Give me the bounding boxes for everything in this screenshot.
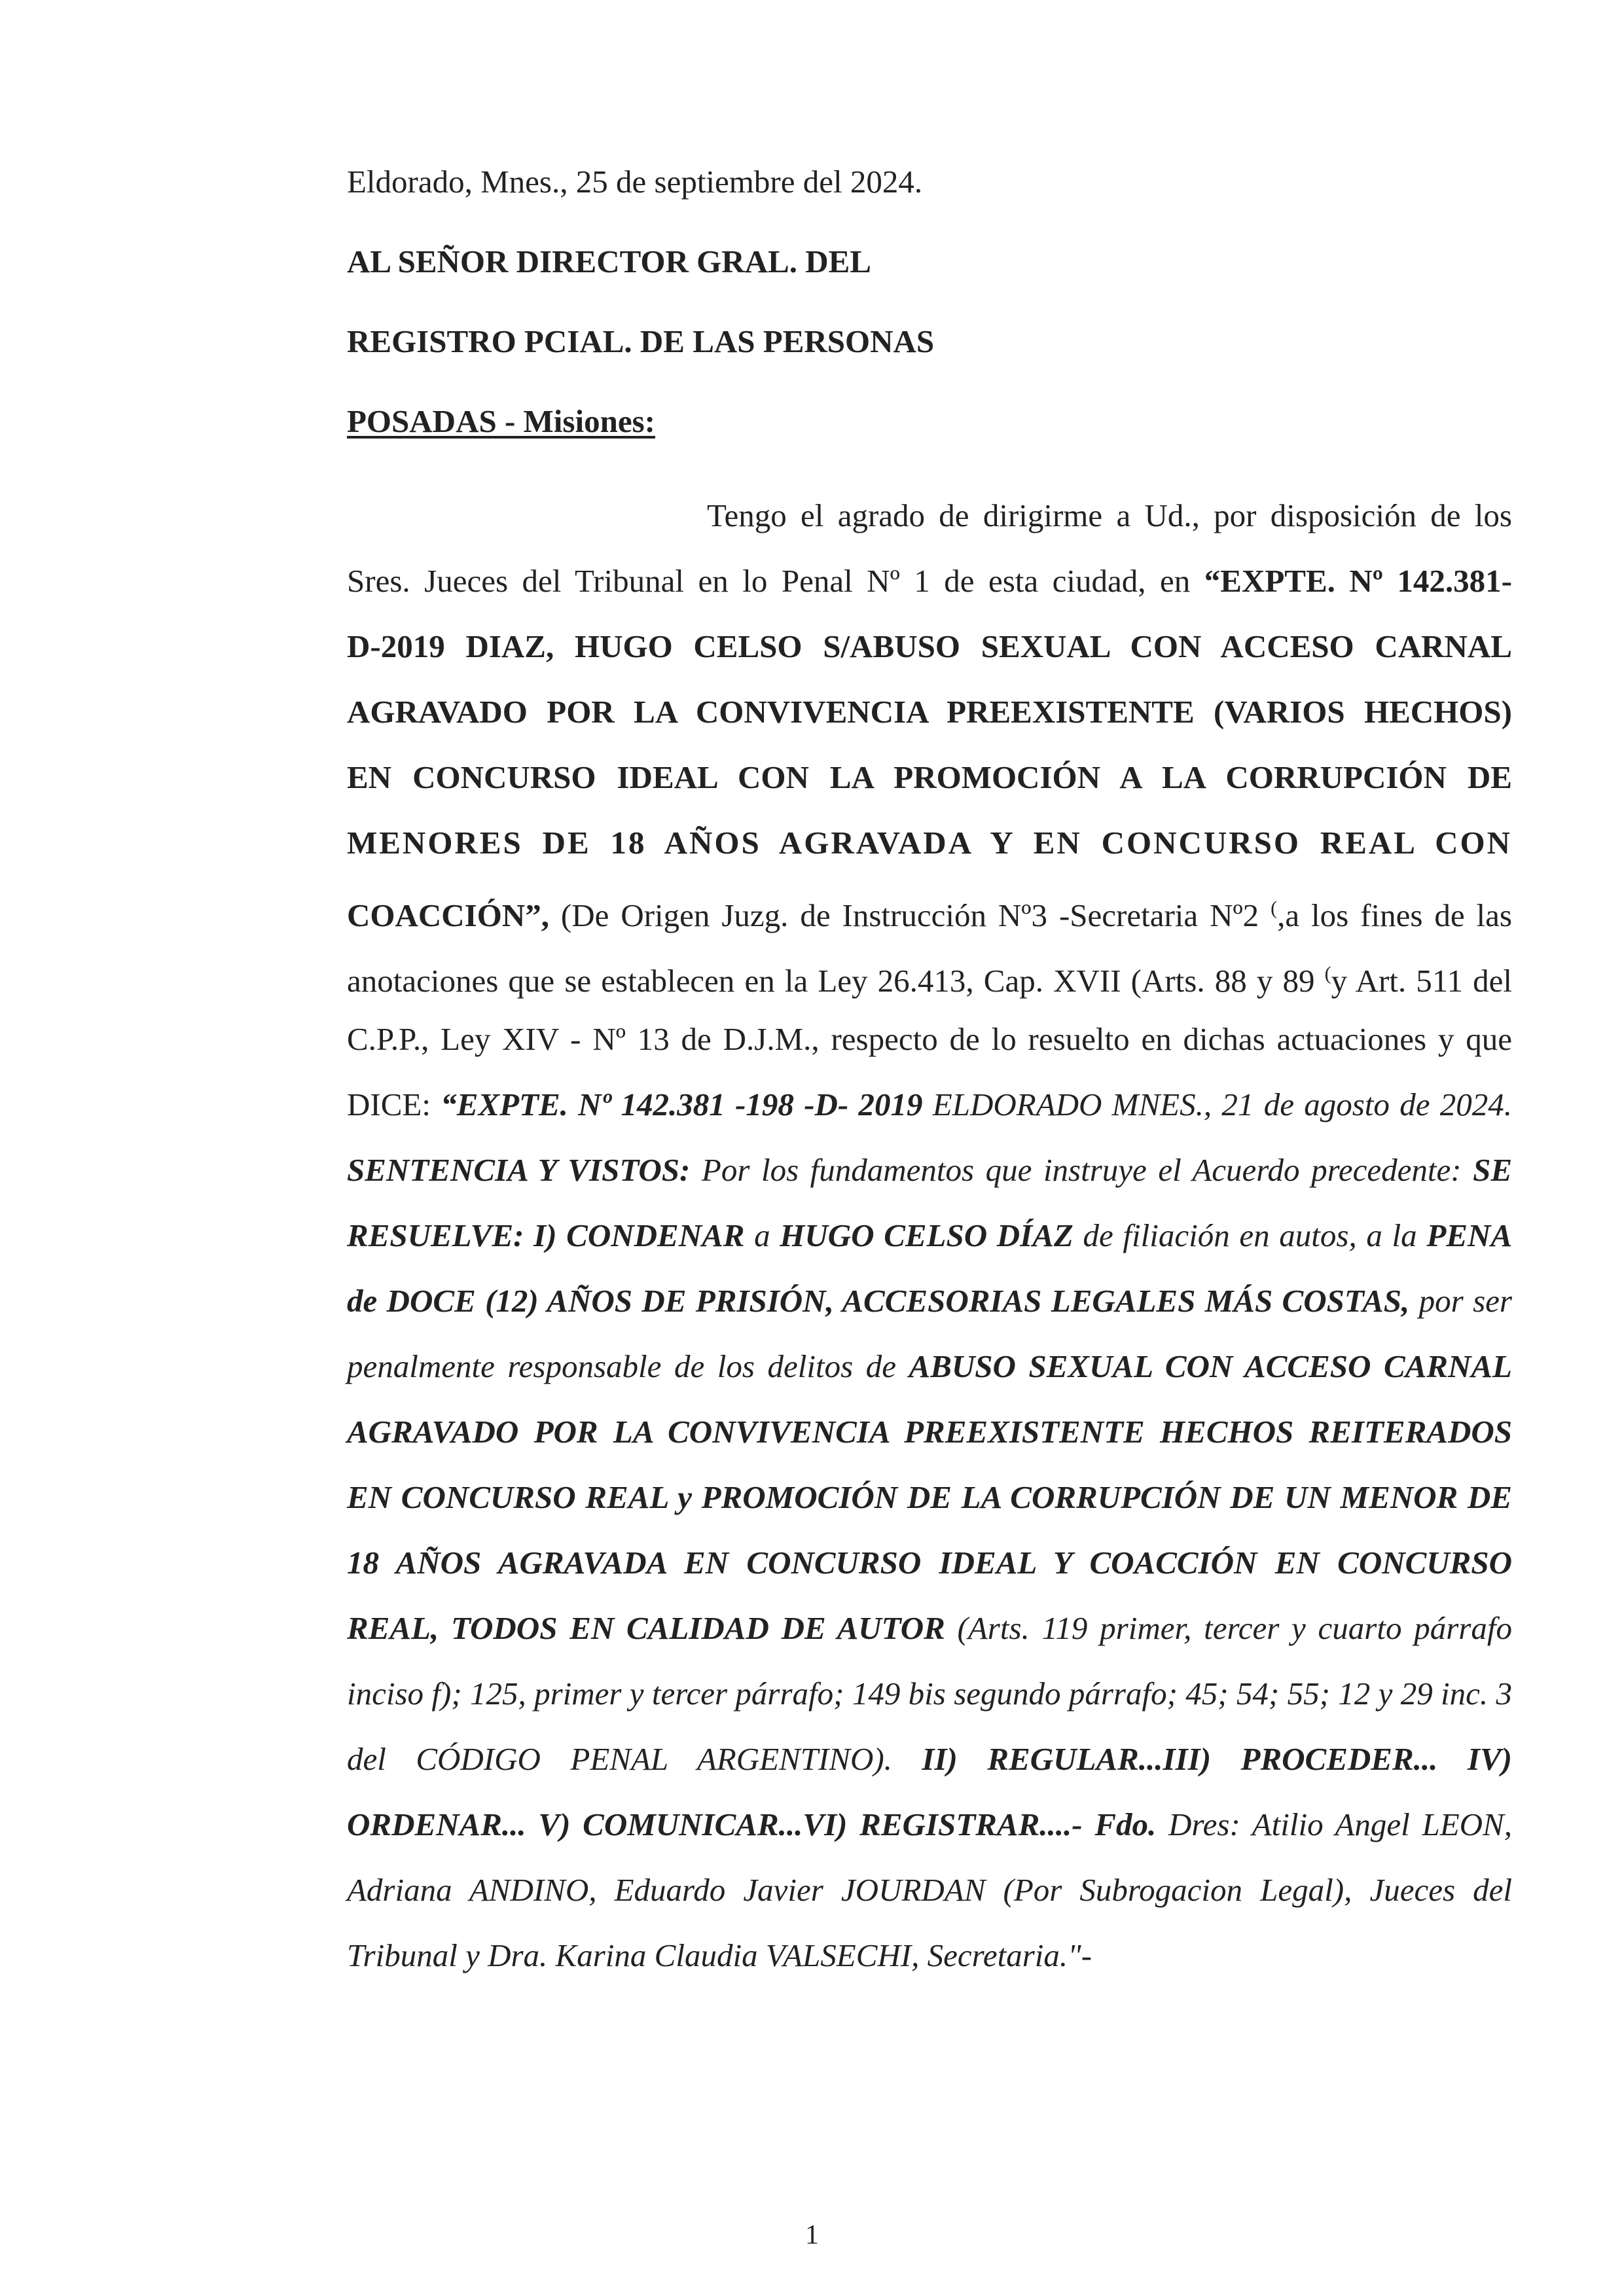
letter-body bbox=[347, 483, 1512, 1988]
body-mark: ( bbox=[1324, 963, 1331, 984]
body-text: (De Origen Juzg. de Instrucción Nº3 -Secretaria Nº2 bbox=[549, 897, 1271, 933]
body-text: Tengo el agrado de dirigirme a Ud., por disposición de los bbox=[707, 497, 1512, 533]
quoted-text: de filiación en autos, a la bbox=[1073, 1217, 1427, 1253]
place-date: Eldorado, Mnes., 25 de septiembre del 2024. bbox=[347, 164, 923, 200]
quoted-heading: RESUELVE: I) CONDENAR bbox=[347, 1217, 745, 1253]
body-line bbox=[347, 1923, 1512, 1988]
body-line bbox=[347, 1661, 1512, 1727]
body-line bbox=[347, 1138, 1512, 1203]
quoted-text: a bbox=[744, 1217, 780, 1253]
body-line bbox=[347, 1792, 1512, 1857]
body-text: DICE: bbox=[347, 1086, 441, 1122]
body-line bbox=[347, 1465, 1512, 1530]
quoted-text: Tribunal y Dra. Karina Claudia VALSECHI, Secretaria."- bbox=[347, 1937, 1092, 1973]
addressee-line-2: REGISTRO PCIAL. DE LAS PERSONAS bbox=[347, 323, 935, 359]
body-line bbox=[347, 1203, 1512, 1268]
body-line bbox=[347, 1857, 1512, 1923]
body-text: ,a los fines de las bbox=[1277, 897, 1512, 933]
quoted-text: penalmente responsable de los delitos de bbox=[347, 1348, 909, 1384]
body-line bbox=[347, 1334, 1512, 1399]
case-reference: “EXPTE. Nº 142.381- bbox=[1204, 563, 1512, 599]
quoted-heading: PROMOCIÓN DE LA CORRUPCIÓN DE UN MENOR DE bbox=[701, 1479, 1512, 1515]
quoted-heading: SENTENCIA Y VISTOS: bbox=[347, 1152, 691, 1188]
body-line bbox=[347, 679, 1512, 745]
body-line bbox=[347, 1072, 1512, 1138]
body-line bbox=[347, 941, 1512, 1007]
case-title: D-2019 DIAZ, HUGO CELSO S/ABUSO SEXUAL CON ACCESO CARNAL bbox=[347, 628, 1512, 664]
quoted-heading: ABUSO SEXUAL CON ACCESO CARNAL bbox=[909, 1348, 1512, 1384]
body-text: C.P.P., Ley XIV - Nº 13 de D.J.M., respecto de lo resuelto en dichas actuaciones y que bbox=[347, 1021, 1512, 1057]
body-line bbox=[347, 1399, 1512, 1465]
quoted-case-reference: “EXPTE. Nº 142.381 -198 -D- 2019 bbox=[441, 1086, 923, 1122]
quoted-text: por ser bbox=[1409, 1283, 1512, 1319]
case-title: AGRAVADO POR LA CONVIVENCIA PREEXISTENTE (VARIOS HECHOS) bbox=[347, 694, 1512, 730]
quoted-heading: AGRAVADO POR LA CONVIVENCIA PREEXISTENTE HECHOS REITERADOS bbox=[347, 1414, 1512, 1450]
case-title: COACCIÓN”, bbox=[347, 897, 549, 933]
quoted-heading: II) REGULAR...III) PROCEDER... IV) bbox=[922, 1741, 1512, 1777]
quoted-text: del CÓDIGO PENAL ARGENTINO). bbox=[347, 1741, 922, 1777]
quoted-heading: HUGO CELSO DÍAZ bbox=[780, 1217, 1074, 1253]
quoted-heading: SE bbox=[1473, 1152, 1512, 1188]
quoted-heading: PENA bbox=[1426, 1217, 1512, 1253]
body-line bbox=[347, 614, 1512, 679]
body-mark: ( bbox=[1271, 897, 1278, 919]
body-text: anotaciones que se establecen en la Ley 26.413, Cap. XVII (Arts. 88 y 89 bbox=[347, 963, 1325, 999]
body-line bbox=[347, 1530, 1512, 1596]
body-line bbox=[347, 745, 1512, 810]
quoted-heading: ORDENAR... V) COMUNICAR...VI) REGISTRAR....- Fdo. bbox=[347, 1806, 1157, 1842]
addressee-line-3: POSADAS - Misiones: bbox=[347, 403, 655, 439]
quoted-text: inciso f); 125, primer y tercer párrafo; 149 bis segundo párrafo; 45; 54; 55; 12 y 29 inc. 3 bbox=[347, 1676, 1512, 1712]
case-title: EN CONCURSO IDEAL CON LA PROMOCIÓN A LA CORRUPCIÓN DE bbox=[347, 759, 1512, 795]
body-line bbox=[347, 1268, 1512, 1334]
body-line bbox=[347, 483, 1512, 548]
quoted-heading: 18 AÑOS AGRAVADA EN CONCURSO IDEAL Y COACCIÓN EN CONCURSO bbox=[347, 1545, 1512, 1581]
quoted-text: Por los fundamentos que instruye el Acuerdo precedente: bbox=[690, 1152, 1473, 1188]
quoted-text: ELDORADO MNES., 21 de agosto de 2024. bbox=[922, 1086, 1513, 1122]
quoted-text: Dres: Atilio Angel LEON, bbox=[1156, 1806, 1512, 1842]
page-number: 1 bbox=[805, 2220, 819, 2250]
quoted-heading: de DOCE (12) AÑOS DE PRISIÓN, ACCESORIAS LEGALES MÁS COSTAS, bbox=[347, 1283, 1410, 1319]
case-title: MENORES DE 18 AÑOS AGRAVADA Y EN CONCURSO REAL CON bbox=[347, 825, 1512, 861]
body-line bbox=[347, 1727, 1512, 1792]
body-line bbox=[347, 1007, 1512, 1072]
quoted-text: Adriana ANDINO, Eduardo Javier JOURDAN (Por Subrogacion Legal), Jueces del bbox=[347, 1872, 1512, 1908]
quoted-heading: EN CONCURSO REAL y bbox=[347, 1479, 702, 1515]
body-line bbox=[347, 810, 1512, 876]
addressee-line-1: AL SEÑOR DIRECTOR GRAL. DEL bbox=[347, 243, 871, 279]
body-line bbox=[347, 1596, 1512, 1661]
body-text: Sres. Jueces del Tribunal en lo Penal Nº 1 de esta ciudad, en bbox=[347, 563, 1204, 599]
body-line bbox=[347, 876, 1512, 941]
quoted-heading: REAL, TODOS EN CALIDAD DE AUTOR bbox=[347, 1610, 945, 1646]
quoted-text: (Arts. 119 primer, tercer y cuarto párrafo bbox=[945, 1610, 1512, 1646]
body-text: y Art. 511 del bbox=[1331, 963, 1512, 999]
body-line bbox=[347, 548, 1512, 614]
